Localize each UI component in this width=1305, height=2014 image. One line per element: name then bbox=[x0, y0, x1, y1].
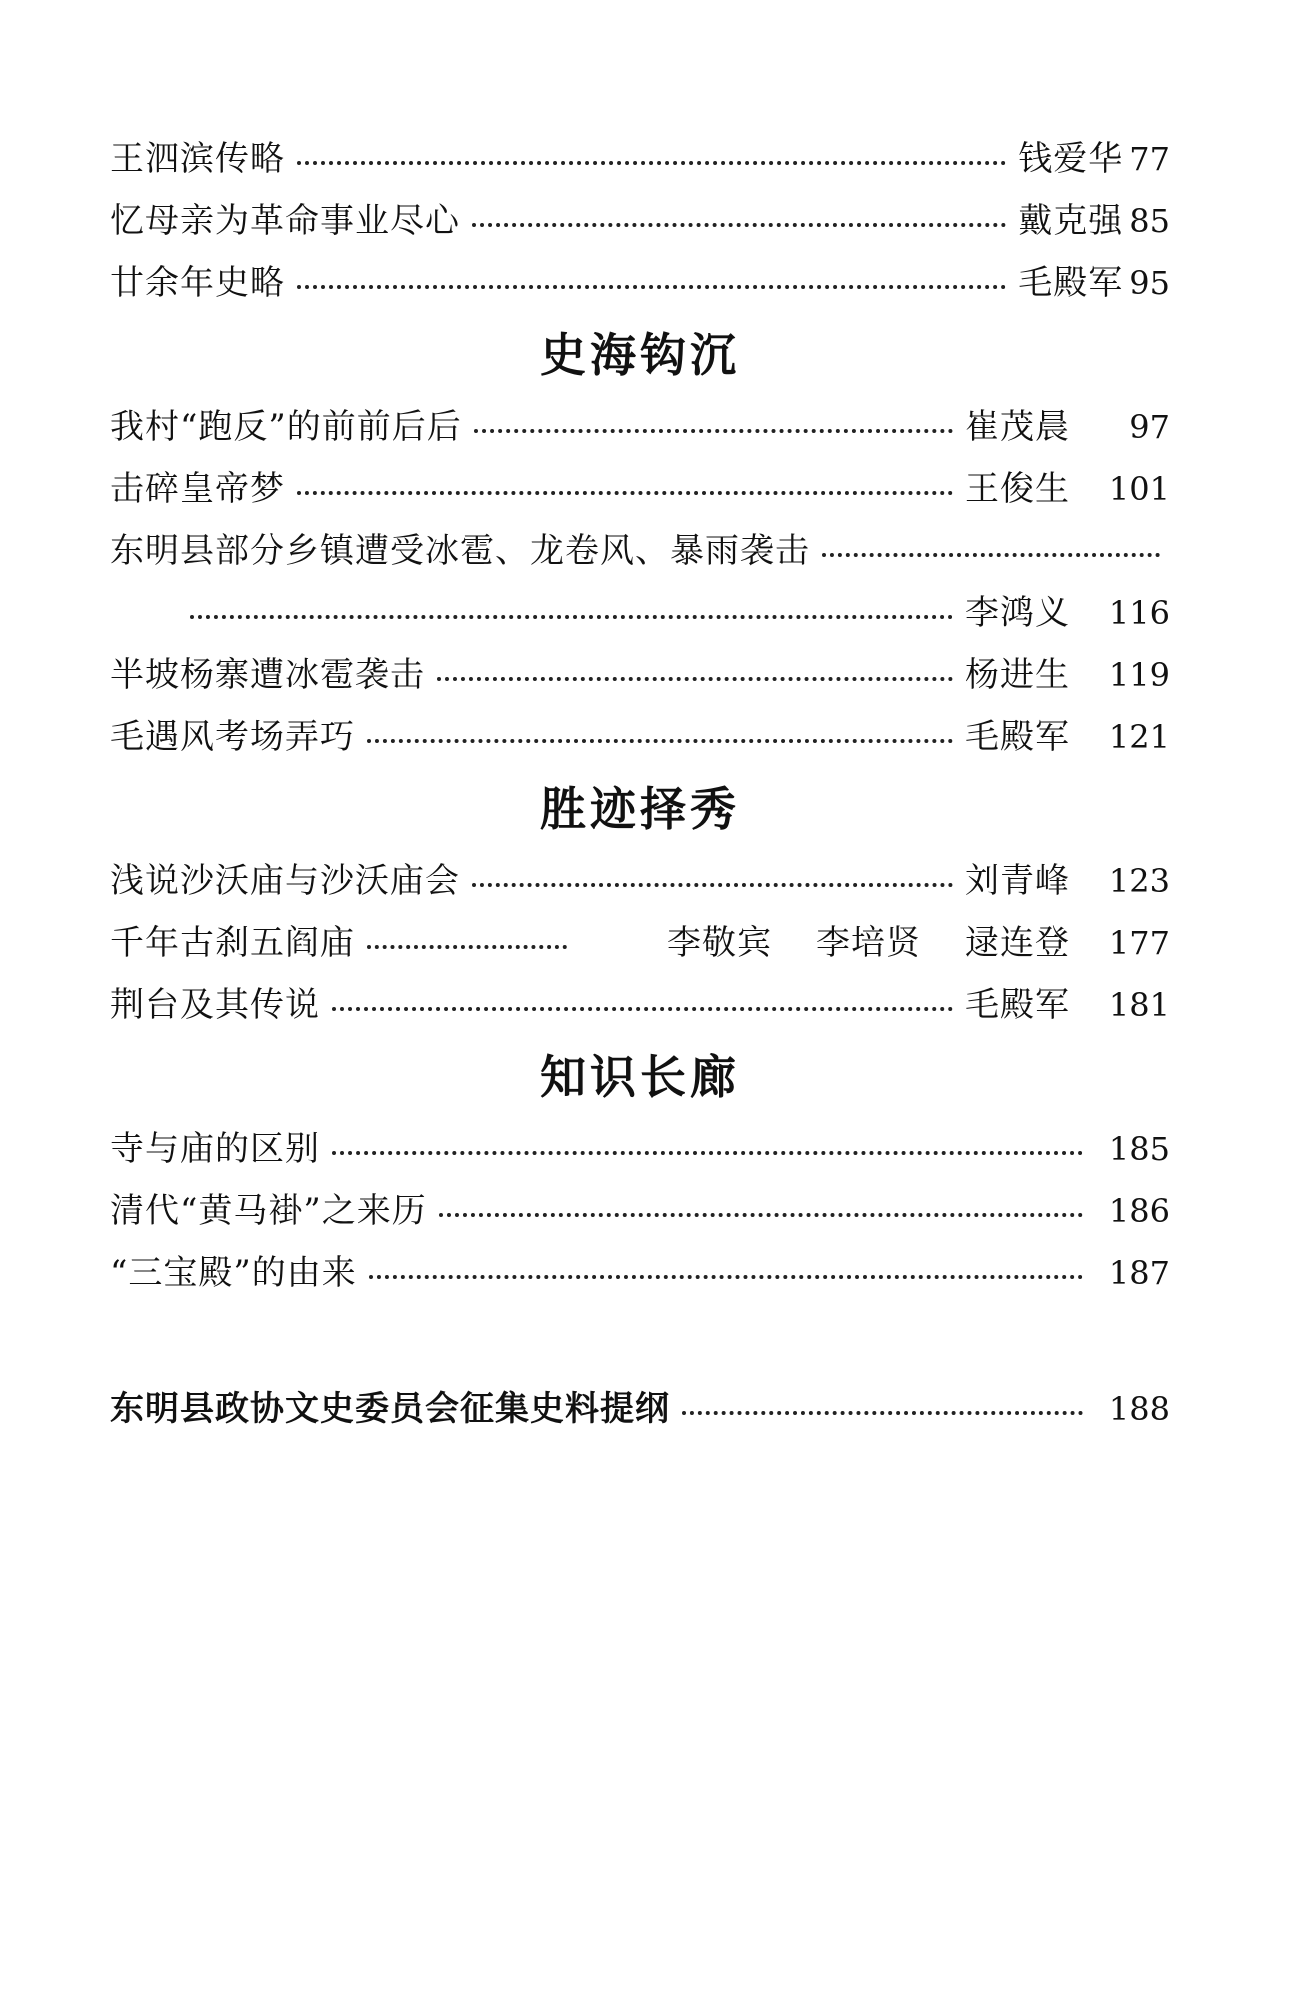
entry-author: 王俊生 bbox=[965, 469, 1070, 509]
entry-author: 毛殿军 bbox=[965, 985, 1070, 1025]
dot-leader bbox=[297, 285, 1006, 289]
toc-entry[interactable] bbox=[110, 1180, 1170, 1242]
entry-page-number: 186 bbox=[1108, 1192, 1170, 1230]
entry-page-number: 95 bbox=[1129, 264, 1170, 302]
entry-author: 杨进生 bbox=[965, 655, 1070, 695]
toc-entry[interactable] bbox=[110, 520, 1170, 582]
entry-page-number: 119 bbox=[1108, 656, 1170, 694]
entry-author: 崔茂晨 bbox=[965, 407, 1070, 447]
entry-title: 我村“跑反”的前前后后 bbox=[110, 407, 462, 447]
toc-entry[interactable] bbox=[110, 974, 1170, 1036]
section-heading: 史海钩沉 bbox=[540, 328, 740, 382]
entry-author: 李鸿义 bbox=[965, 593, 1070, 633]
entry-author: 戴克强 bbox=[1018, 201, 1124, 241]
toc-entry[interactable] bbox=[110, 128, 1170, 190]
dot-leader bbox=[682, 1411, 1083, 1415]
entry-page-number: 188 bbox=[1108, 1390, 1170, 1428]
entry-title: 荆台及其传说 bbox=[110, 985, 320, 1025]
entry-author: 李敬宾 bbox=[667, 923, 772, 963]
dot-leader bbox=[332, 1151, 1083, 1155]
dot-leader bbox=[369, 1275, 1083, 1279]
toc-entry[interactable] bbox=[110, 912, 1170, 974]
toc-entry[interactable] bbox=[110, 706, 1170, 768]
dot-leader bbox=[297, 161, 1006, 165]
entry-page-number: 187 bbox=[1108, 1254, 1170, 1292]
entry-title: 千年古刹五阎庙 bbox=[110, 923, 355, 963]
entry-page-number: 101 bbox=[1108, 470, 1170, 508]
entry-author: 李培贤 bbox=[816, 923, 921, 963]
entry-author: 逯连登 bbox=[965, 923, 1070, 963]
entry-title: 浅说沙沃庙与沙沃庙会 bbox=[110, 861, 460, 901]
entry-title: 半坡杨寨遭冰雹袭击 bbox=[110, 655, 425, 695]
entry-title: “三宝殿”的由来 bbox=[110, 1253, 357, 1293]
dot-leader bbox=[474, 429, 953, 433]
entry-title: 毛遇风考场弄巧 bbox=[110, 717, 355, 757]
dot-leader bbox=[439, 1213, 1083, 1217]
entry-page-number: 181 bbox=[1108, 986, 1170, 1024]
entry-page-number: 85 bbox=[1129, 202, 1170, 240]
toc-entry[interactable] bbox=[110, 252, 1170, 314]
entry-title: 东明县部分乡镇遭受冰雹、龙卷风、暴雨袭击 bbox=[110, 531, 810, 571]
entry-author: 钱爱华 bbox=[1018, 139, 1124, 179]
entry-author: 刘青峰 bbox=[965, 861, 1070, 901]
entry-page-number: 116 bbox=[1108, 594, 1170, 632]
toc-entry[interactable] bbox=[110, 1118, 1170, 1180]
dot-leader bbox=[367, 945, 567, 949]
dot-leader bbox=[472, 223, 1006, 227]
entry-title: 清代“黄马褂”之来历 bbox=[110, 1191, 427, 1231]
entry-title: 廿余年史略 bbox=[110, 263, 285, 303]
entry-page-number: 177 bbox=[1108, 924, 1170, 962]
entry-title: 忆母亲为革命事业尽心 bbox=[110, 201, 460, 241]
toc-entry[interactable] bbox=[110, 850, 1170, 912]
dot-leader bbox=[190, 615, 953, 619]
section-heading: 胜迹择秀 bbox=[540, 782, 740, 836]
toc-entry-continuation[interactable] bbox=[110, 582, 1170, 644]
toc-entry[interactable] bbox=[110, 644, 1170, 706]
toc-entry[interactable] bbox=[110, 396, 1170, 458]
toc-entry[interactable] bbox=[110, 458, 1170, 520]
toc-entry-final[interactable] bbox=[110, 1378, 1170, 1440]
entry-page-number: 185 bbox=[1108, 1130, 1170, 1168]
entry-title: 寺与庙的区别 bbox=[110, 1129, 320, 1169]
dot-leader bbox=[367, 739, 953, 743]
section-heading: 知识长廊 bbox=[540, 1050, 740, 1104]
toc-entry[interactable] bbox=[110, 190, 1170, 252]
dot-leader bbox=[297, 491, 953, 495]
entry-page-number: 97 bbox=[1129, 408, 1170, 446]
dot-leader bbox=[332, 1007, 953, 1011]
entry-author: 毛殿军 bbox=[965, 717, 1070, 757]
dot-leader bbox=[472, 883, 953, 887]
entry-title: 东明县政协文史委员会征集史料提纲 bbox=[110, 1389, 670, 1429]
dot-leader bbox=[437, 677, 953, 681]
entry-author: 毛殿军 bbox=[1018, 263, 1124, 303]
table-of-contents bbox=[110, 128, 1170, 1440]
entry-page-number: 123 bbox=[1108, 862, 1170, 900]
entry-authors bbox=[667, 912, 1070, 974]
entry-page-number: 77 bbox=[1129, 140, 1170, 178]
entry-page-number: 121 bbox=[1108, 718, 1170, 756]
dot-leader bbox=[822, 553, 1160, 557]
entry-title: 击碎皇帝梦 bbox=[110, 469, 285, 509]
entry-title: 王泗滨传略 bbox=[110, 139, 285, 179]
toc-entry[interactable] bbox=[110, 1242, 1170, 1304]
